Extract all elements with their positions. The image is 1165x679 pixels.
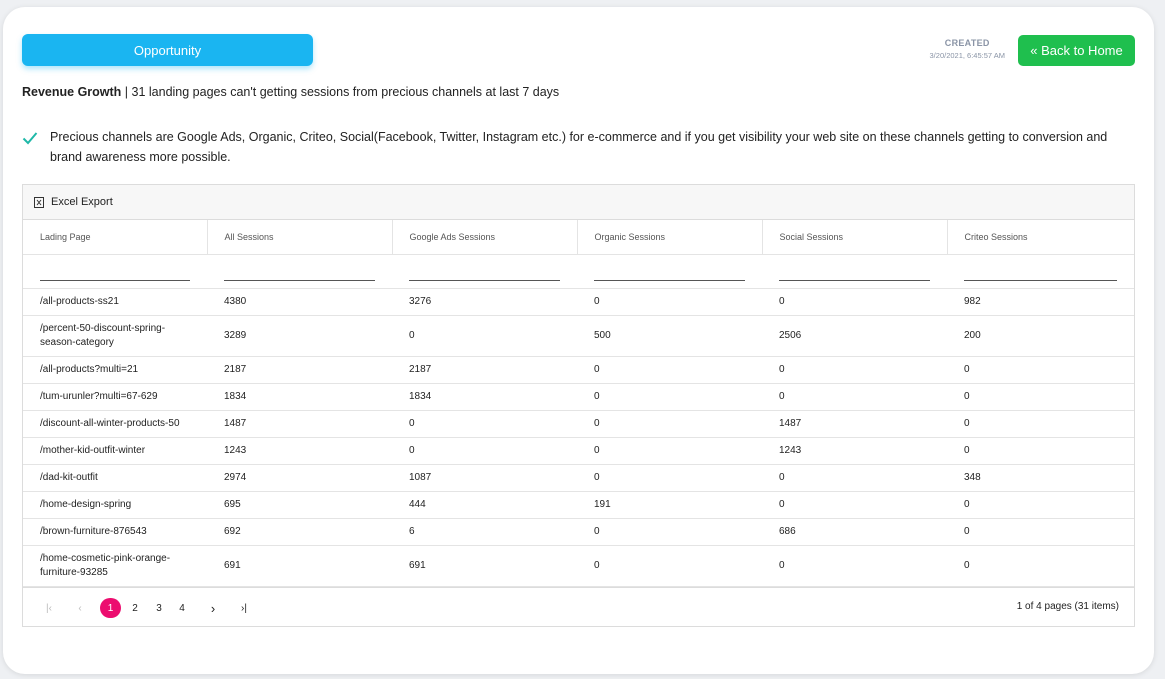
filter-input[interactable] [40,280,190,281]
sessions-cell: 0 [577,437,762,464]
sessions-cell: 0 [762,288,947,315]
sessions-cell: 0 [947,437,1134,464]
sessions-cell: 691 [207,545,392,586]
description-text: Precious channels are Google Ads, Organic, Criteo, Social(Facebook, Twitter, Instagram etc.) for e-commerce and if you get visibility your web site on these channels getting to conversion and brand awareness more possible. [50,130,1108,164]
sessions-cell: 0 [392,315,577,356]
created-label: CREATED [944,38,990,48]
sessions-cell: 3289 [207,315,392,356]
sessions-cell: 0 [947,410,1134,437]
sessions-cell: 348 [947,464,1134,491]
table-row[interactable] [23,315,1134,356]
sessions-cell: 0 [577,383,762,410]
sessions-cell: 1834 [207,383,392,410]
sessions-cell: 0 [947,383,1134,410]
filter-input[interactable] [964,280,1117,281]
first-page-button[interactable]: |‹ [46,602,52,614]
sessions-cell: 0 [762,383,947,410]
headline-title: Revenue Growth [22,85,122,99]
column-header[interactable]: Lading Page [23,220,207,254]
next-page-button[interactable]: › [210,600,216,616]
column-header[interactable]: Social Sessions [762,220,947,254]
excel-export-button[interactable]: Excel Export [51,196,113,208]
table-row[interactable] [23,491,1134,518]
sessions-cell: 0 [947,545,1134,586]
pagination [23,587,1134,626]
sessions-table [23,220,1134,587]
sessions-cell: 695 [207,491,392,518]
landing-pages-grid [22,184,1135,627]
sessions-cell: 691 [392,545,577,586]
sessions-cell: 0 [762,464,947,491]
sessions-cell: 0 [577,518,762,545]
sessions-cell: 0 [577,545,762,586]
table-row[interactable] [23,288,1134,315]
sessions-cell: 692 [207,518,392,545]
sessions-cell: 444 [392,491,577,518]
headline-text: | 31 landing pages can't getting sessions from precious channels at last 7 days [121,85,560,99]
check-icon [22,131,38,145]
sessions-cell: 1243 [207,437,392,464]
table-row[interactable] [23,464,1134,491]
sessions-cell: 0 [392,410,577,437]
filter-input[interactable] [779,280,930,281]
filter-row [23,254,1134,288]
sessions-cell: 0 [577,288,762,315]
excel-icon [34,197,44,208]
prev-page-button[interactable]: ‹ [78,602,82,614]
page-headline [22,85,559,99]
sessions-cell: 6 [392,518,577,545]
filter-input[interactable] [409,280,560,281]
sessions-cell: 1087 [392,464,577,491]
created-info [930,38,1005,60]
landing-page-cell: /tum-urunler?multi=67-629 [23,383,207,410]
sessions-cell: 686 [762,518,947,545]
sessions-cell: 0 [762,491,947,518]
sessions-cell: 0 [947,491,1134,518]
sessions-cell: 1487 [207,410,392,437]
created-timestamp: 3/20/2021, 6:45:57 AM [929,51,1005,60]
sessions-cell: 3276 [392,288,577,315]
landing-page-cell: /discount-all-winter-products-50 [23,410,207,437]
opportunity-button[interactable]: Opportunity [22,34,313,66]
landing-page-cell: /all-products?multi=21 [23,356,207,383]
filter-input[interactable] [224,280,375,281]
sessions-cell: 500 [577,315,762,356]
table-row[interactable] [23,383,1134,410]
column-header[interactable]: Organic Sessions [577,220,762,254]
column-header[interactable]: Google Ads Sessions [392,220,577,254]
back-to-home-button[interactable]: « Back to Home [1018,35,1135,66]
sessions-cell: 191 [577,491,762,518]
grid-toolbar [23,185,1134,220]
sessions-cell: 0 [762,545,947,586]
sessions-cell: 0 [577,464,762,491]
sessions-cell: 1243 [762,437,947,464]
page-info: 1 of 4 pages (31 items) [1016,601,1119,612]
sessions-cell: 2506 [762,315,947,356]
filter-input[interactable] [594,280,745,281]
landing-page-cell: /all-products-ss21 [23,288,207,315]
sessions-cell: 0 [947,518,1134,545]
landing-page-cell: /dad-kit-outfit [23,464,207,491]
table-row[interactable] [23,410,1134,437]
page-button-3[interactable]: 3 [156,602,162,614]
landing-page-cell: /percent-50-discount-spring-season-category [23,315,207,356]
table-row[interactable] [23,545,1134,586]
page-button-4[interactable]: 4 [179,602,185,614]
last-page-button[interactable]: ›| [241,602,247,614]
sessions-cell: 0 [947,356,1134,383]
landing-page-cell: /mother-kid-outfit-winter [23,437,207,464]
page-button-1[interactable]: 1 [100,598,121,618]
header-row [23,220,1134,254]
sessions-cell: 0 [392,437,577,464]
table-row[interactable] [23,437,1134,464]
page-button-2[interactable]: 2 [132,602,138,614]
landing-page-cell: /brown-furniture-876543 [23,518,207,545]
landing-page-cell: /home-design-spring [23,491,207,518]
sessions-cell: 0 [762,356,947,383]
sessions-cell: 0 [577,356,762,383]
column-header[interactable]: All Sessions [207,220,392,254]
sessions-cell: 2187 [207,356,392,383]
sessions-cell: 982 [947,288,1134,315]
table-row[interactable] [23,518,1134,545]
sessions-cell: 0 [577,410,762,437]
sessions-cell: 2187 [392,356,577,383]
table-row[interactable] [23,356,1134,383]
column-header[interactable]: Criteo Sessions [947,220,1134,254]
sessions-cell: 4380 [207,288,392,315]
landing-page-cell: /home-cosmetic-pink-orange-furniture-93285 [23,545,207,586]
sessions-cell: 1834 [392,383,577,410]
sessions-cell: 2974 [207,464,392,491]
sessions-cell: 200 [947,315,1134,356]
sessions-cell: 1487 [762,410,947,437]
